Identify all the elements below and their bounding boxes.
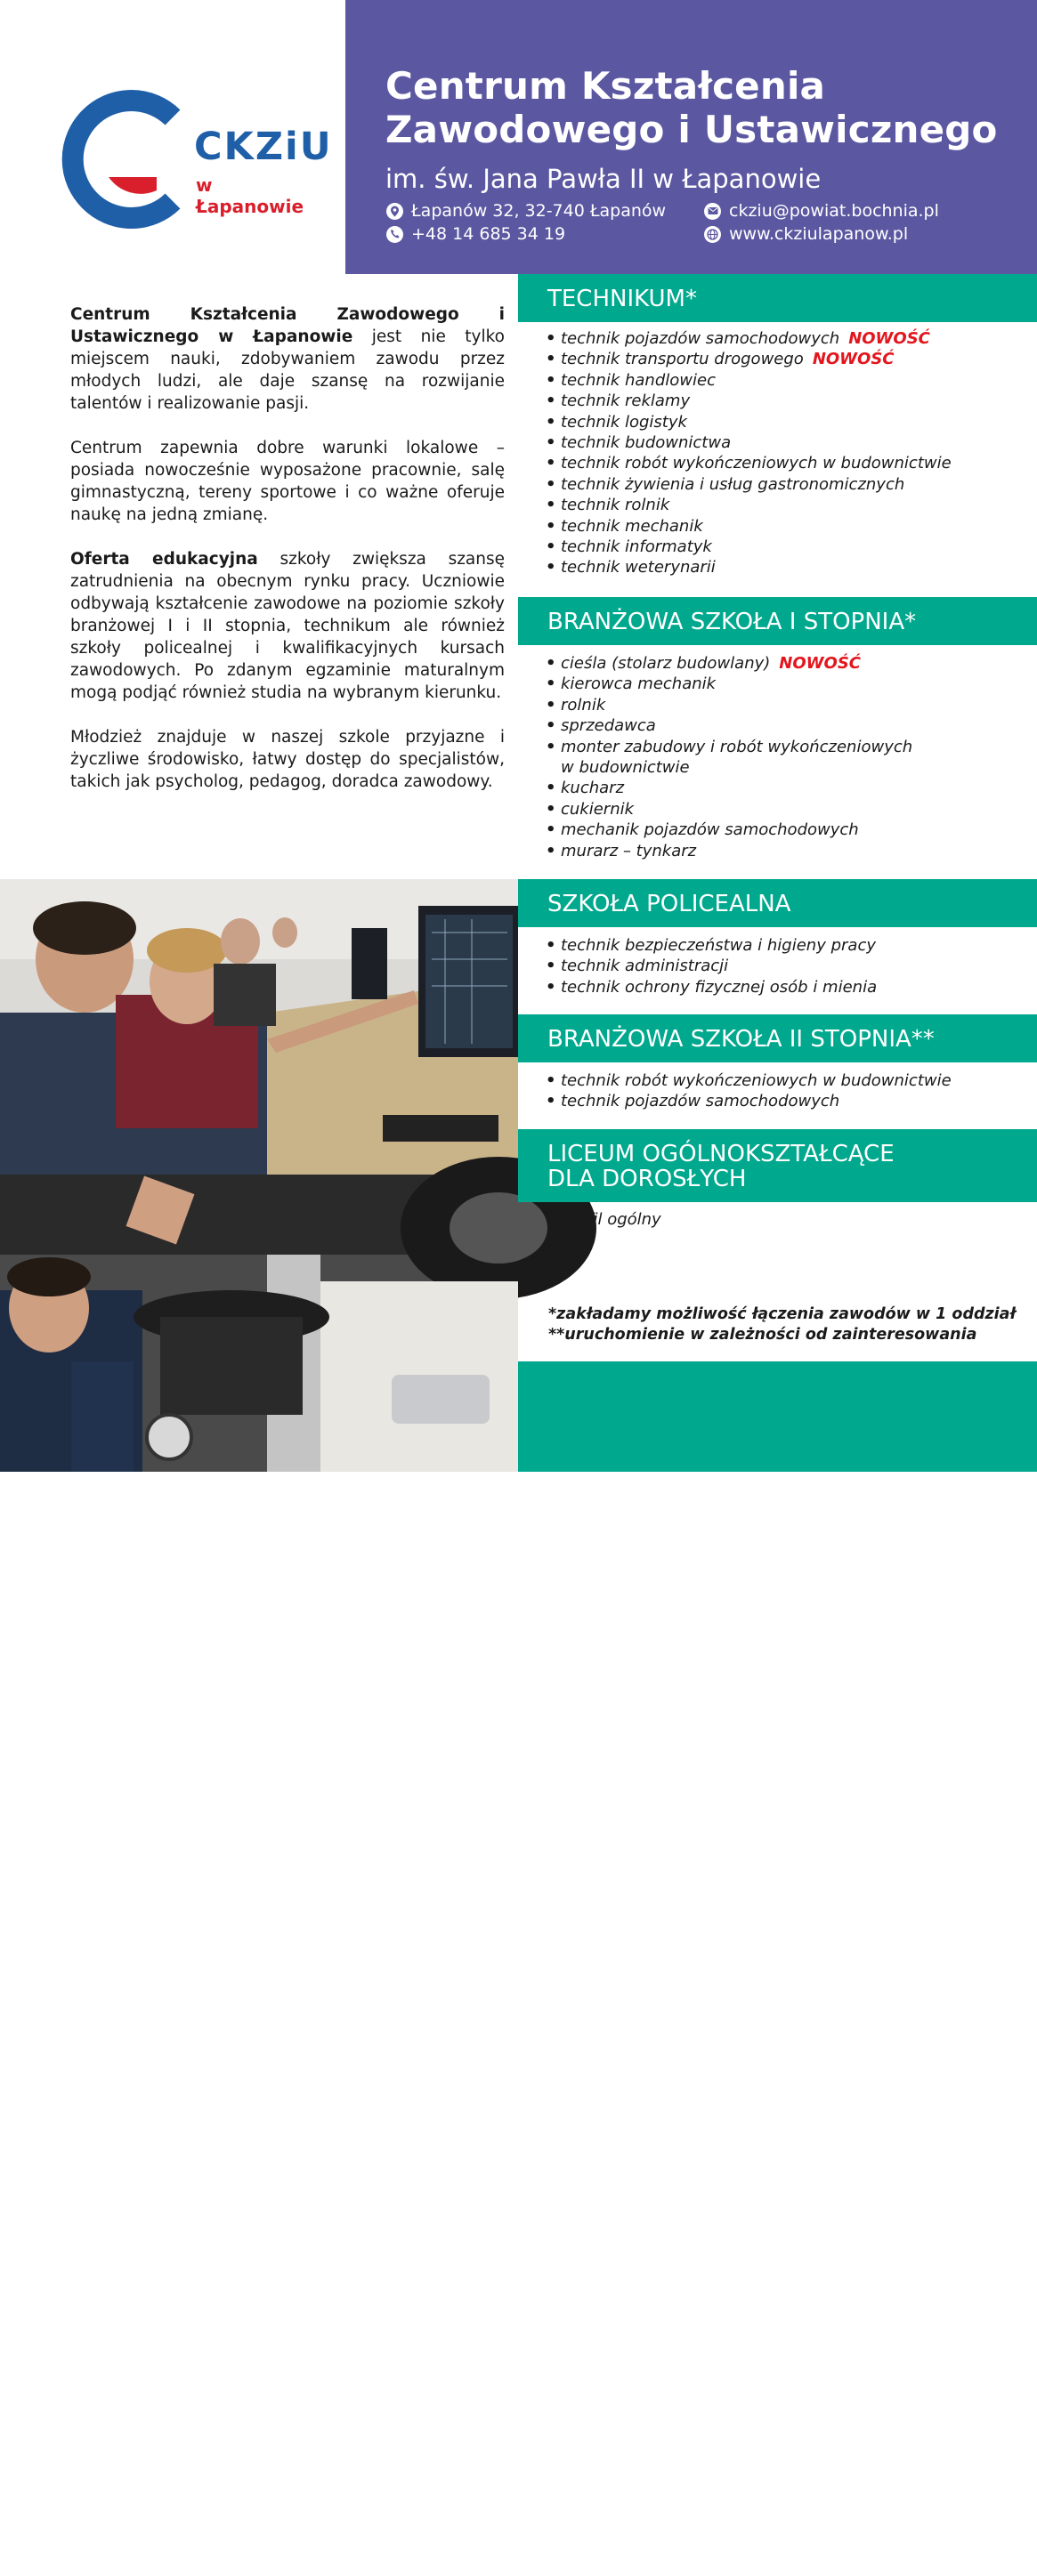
list-item: • technik handlowiec	[546, 370, 952, 391]
branzowa-2-title: BRANŻOWA SZKOŁA II STOPNIA**	[547, 1026, 935, 1053]
photo-students-computer-lab	[0, 879, 518, 1175]
header-subtitle: im. św. Jana Pawła II w Łapanowie	[385, 164, 822, 194]
list-item: • cieśla (stolarz budowlany) NOWOŚĆ	[546, 653, 912, 674]
list-policealna	[546, 935, 877, 997]
list-branzowa-2	[546, 1070, 952, 1112]
logo-subtitle: w Łapanowie	[196, 174, 304, 217]
list-item: • technik bezpieczeństwa i higieny pracy	[546, 935, 877, 956]
list-technikum	[546, 328, 952, 578]
footnote-1: *zakładamy możliwość łączenia zawodów w 1 oddział	[548, 1305, 1017, 1323]
liceum-title-line1: LICEUM OGÓLNOKSZTAŁCĄCE	[547, 1141, 895, 1167]
list-item: • technik informatyk	[546, 537, 952, 557]
intro-p1-bold: Centrum Kształcenia Zawodowego i Ustawicznego w Łapanowie	[70, 305, 505, 346]
list-item: • kucharz	[546, 778, 912, 798]
list-item: • technik administracji	[546, 956, 877, 976]
new-badge: NOWOŚĆ	[779, 654, 861, 673]
list-item: • technik pojazdów samochodowych NOWOŚĆ	[546, 328, 952, 349]
list-item-continuation: w budownictwie	[561, 758, 690, 778]
list-item: • mechanik pojazdów samochodowych	[546, 820, 912, 840]
list-item: • technik logistyk	[546, 412, 952, 432]
contact-address	[386, 201, 666, 221]
header-title	[385, 64, 998, 151]
branzowa-1-title: BRANŻOWA SZKOŁA I STOPNIA*	[547, 609, 917, 635]
list-item: • technik żywienia i usług gastronomicznych	[546, 474, 952, 495]
list-item: • technik robót wykończeniowych w budownictwie	[546, 1070, 952, 1091]
list-item: • technik ochrony fizycznej osób i mienia	[546, 977, 877, 997]
band-branzowa-2	[518, 1014, 1037, 1062]
location-pin-icon	[386, 203, 403, 220]
email-text: ckziu@powiat.bochnia.pl	[729, 201, 939, 221]
band-branzowa-1	[518, 597, 1037, 645]
band-technikum	[518, 274, 1037, 322]
intro-p1-rest: jest nie tylko miejscem nauki, zdobywaniem zawodu przez młodych ludzi, ale daje szansę na rozwijanie talentów i realizowanie pasji.	[70, 327, 505, 413]
list-item: • technik rolnik	[546, 495, 952, 515]
new-badge: NOWOŚĆ	[848, 329, 930, 348]
new-badge: NOWOŚĆ	[812, 350, 895, 369]
intro-paragraph-2: Centrum zapewnia dobre warunki lokalowe – posiada nowocześnie wyposażone pracownie, salę gimnastyczną, tereny sportowe i co ważne oferuje naukę na jedną zmianę.	[70, 439, 505, 524]
list-item: • cukiernik	[546, 799, 912, 820]
ckziu-c-logo-mark	[68, 93, 192, 226]
footnote-2: **uruchomienie w zależności od zainteresowania	[548, 1326, 977, 1344]
list-item: • technik weterynarii	[546, 557, 952, 577]
contact-website[interactable]	[704, 224, 908, 244]
band-policealna	[518, 879, 1037, 927]
envelope-icon	[704, 203, 721, 220]
intro-paragraph-4: Młodzież znajduje w naszej szkole przyjazne i życzliwe środowisko, łatwy dostęp do specjalistów, takich jak psycholog, pedagog, doradca zawodowy.	[70, 728, 505, 791]
list-item: • rolnik	[546, 695, 912, 715]
list-branzowa-1	[546, 653, 912, 861]
list-item: • kierowca mechanik	[546, 674, 912, 694]
page-number: 8|	[59, 2554, 80, 2576]
list-item: • profil ogólny	[546, 1209, 661, 1230]
list-item: • technik budownictwa	[546, 432, 952, 453]
intro-p3-bold: Oferta edukacyjna	[70, 550, 258, 569]
list-liceum	[546, 1209, 661, 1230]
phone-text: +48 14 685 34 19	[411, 224, 566, 244]
contact-phone[interactable]	[386, 224, 565, 244]
policealna-title: SZKOŁA POLICEALNA	[547, 891, 791, 917]
technikum-title: TECHNIKUM*	[547, 286, 697, 312]
photo-mechanic-under-car	[0, 1175, 518, 2576]
header-title-line2: Zawodowego i Ustawicznego	[385, 108, 998, 151]
list-item: • technik transportu drogowego NOWOŚĆ	[546, 349, 952, 369]
intro-text	[70, 303, 505, 815]
bottom-band	[518, 1361, 1037, 1472]
list-item: • technik mechanik	[546, 516, 952, 537]
list-item: • murarz – tynkarz	[546, 841, 912, 861]
contact-email[interactable]	[704, 201, 939, 221]
list-item: • technik reklamy	[546, 391, 952, 411]
intro-paragraph-3	[70, 548, 505, 704]
intro-p3-rest: szkoły zwiększa szansę zatrudnienia na obecnym rynku pracy. Uczniowie odbywają kształcenie zawodowe na poziomie szkoły branżowej I i II stopnia, technikum ale również szkoły policealnej i kwalifikacyjnych kursach zawodowych. Po zdanym egzaminie maturalnym mogą podjąć również studia na wybranym kierunku.	[70, 550, 505, 702]
band-liceum	[518, 1129, 1037, 1202]
website-text: www.ckziulapanow.pl	[729, 224, 909, 244]
logo-name: CKZiU	[194, 125, 333, 169]
header-band	[345, 0, 1037, 274]
list-item: • technik robót wykończeniowych w budownictwie	[546, 453, 952, 473]
footnotes	[548, 1304, 1016, 1345]
list-item: • sprzedawca	[546, 715, 912, 736]
header-title-line1: Centrum Kształcenia	[385, 64, 826, 108]
liceum-title-line2: DLA DOROSŁYCH	[547, 1166, 747, 1192]
globe-icon	[704, 226, 721, 243]
address-text: Łapanów 32, 32-740 Łapanów	[411, 201, 667, 221]
phone-icon	[386, 226, 403, 243]
list-item: • technik pojazdów samochodowych	[546, 1091, 952, 1111]
intro-paragraph-1	[70, 303, 505, 415]
list-item: • monter zabudowy i robót wykończeniowych	[546, 737, 912, 757]
ckziu-logo	[68, 93, 333, 226]
